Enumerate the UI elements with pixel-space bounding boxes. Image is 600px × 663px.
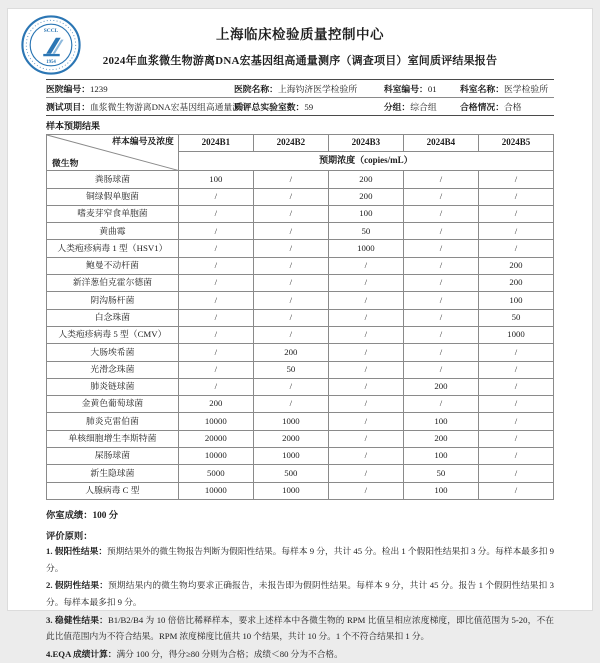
concentration-cell: / <box>178 378 253 395</box>
organism-name-cell: 白念珠菌 <box>47 309 179 326</box>
concentration-cell: / <box>328 344 403 361</box>
organism-name-cell: 鲍曼不动杆菌 <box>47 257 179 274</box>
organism-name-cell: 肺炎链球菌 <box>47 378 179 395</box>
concentration-cell: / <box>403 171 478 188</box>
info-row-1 <box>46 80 554 97</box>
concentration-cell: / <box>328 257 403 274</box>
concentration-cell: / <box>478 413 553 430</box>
org-title: 上海临床检验质量控制中心 <box>216 27 384 42</box>
organism-name-cell: 人类疱疹病毒 1 型（HSV1） <box>47 240 179 257</box>
criteria-item <box>46 577 554 610</box>
criteria-item <box>46 646 554 663</box>
report-title: 2024年血浆微生物游离DNA宏基因组高通量测序（调查项目）室间质评结果报告 <box>102 55 498 67</box>
concentration-cell: 200 <box>328 188 403 205</box>
concentration-cell: / <box>478 188 553 205</box>
concentration-cell: / <box>478 361 553 378</box>
concentration-cell: / <box>178 223 253 240</box>
concentration-cell: 1000 <box>328 240 403 257</box>
criteria-title: 评价原则： <box>46 531 93 542</box>
concentration-cell: 100 <box>328 205 403 222</box>
info-field-label: 质评总实验室数： <box>233 102 305 112</box>
concentration-cell: / <box>253 240 328 257</box>
concentration-cell: / <box>253 326 328 343</box>
expected-results-table <box>46 134 554 500</box>
concentration-cell: / <box>178 292 253 309</box>
concentration-cell: / <box>328 292 403 309</box>
expected-concentration-header: 预期浓度（copies/mL） <box>178 152 553 171</box>
table-row <box>47 344 554 361</box>
title-block <box>43 9 554 68</box>
concentration-cell: / <box>253 396 328 413</box>
concentration-cell: 50 <box>253 361 328 378</box>
info-field-value: 综合组 <box>410 102 437 112</box>
criteria-item-text: 预期结果外的微生物报告判断为假阳性结果。每样本 9 分，共计 45 分。检出 1 个假阳性结果扣 3 分。每样本最多扣 9 分。 <box>46 545 555 573</box>
concentration-cell: / <box>178 309 253 326</box>
concentration-cell: / <box>253 378 328 395</box>
organism-name-cell: 人类疱疹病毒 5 型（CMV） <box>47 326 179 343</box>
concentration-cell: 2000 <box>253 430 328 447</box>
organism-name-cell: 阴沟肠杆菌 <box>47 292 179 309</box>
concentration-cell: 5000 <box>178 465 253 482</box>
report-header <box>43 9 554 79</box>
concentration-cell: / <box>328 430 403 447</box>
table-row <box>47 361 554 378</box>
score-label: 你室成绩： <box>46 510 93 521</box>
column-header-2024B2: 2024B2 <box>253 135 328 152</box>
info-field-label: 医院名称： <box>233 84 278 94</box>
table-row <box>47 482 554 499</box>
info-table <box>46 79 554 116</box>
concentration-cell: / <box>478 223 553 240</box>
concentration-cell: / <box>328 396 403 413</box>
organism-name-cell: 粪肠球菌 <box>47 171 179 188</box>
concentration-cell: / <box>403 188 478 205</box>
info-field-value: 01 <box>427 84 437 94</box>
concentration-cell: / <box>403 205 478 222</box>
concentration-cell: 100 <box>403 448 478 465</box>
concentration-cell: 200 <box>178 396 253 413</box>
concentration-cell: / <box>403 309 478 326</box>
concentration-cell: 100 <box>178 171 253 188</box>
concentration-cell: 100 <box>478 292 553 309</box>
concentration-cell: / <box>328 482 403 499</box>
table-row <box>47 378 554 395</box>
info-field-value: 上海钧济医学检验所 <box>277 84 358 94</box>
info-field-label: 医院编号： <box>46 84 90 94</box>
concentration-cell: / <box>178 344 253 361</box>
organism-name-cell: 铜绿假单胞菌 <box>47 188 179 205</box>
organism-name-cell: 黄曲霉 <box>47 223 179 240</box>
svg-text:SCCL: SCCL <box>43 27 59 34</box>
concentration-cell: / <box>403 223 478 240</box>
concentration-cell: 20000 <box>178 430 253 447</box>
column-header-2024B1: 2024B1 <box>178 135 253 152</box>
concentration-cell: 200 <box>403 378 478 395</box>
concentration-cell: / <box>478 344 553 361</box>
organism-name-cell: 新生隐球菌 <box>47 465 179 482</box>
concentration-cell: / <box>328 361 403 378</box>
concentration-cell: 1000 <box>253 482 328 499</box>
concentration-cell: / <box>178 205 253 222</box>
concentration-cell: 200 <box>328 171 403 188</box>
info-row-2 <box>46 97 554 115</box>
concentration-cell: / <box>478 465 553 482</box>
concentration-cell: / <box>328 275 403 292</box>
concentration-cell: / <box>478 396 553 413</box>
table-row <box>47 292 554 309</box>
concentration-cell: 1000 <box>253 413 328 430</box>
concentration-cell: / <box>253 275 328 292</box>
table-row <box>47 240 554 257</box>
organism-name-cell: 光滑念珠菌 <box>47 361 179 378</box>
criteria-item-lead: 4.EQA 成绩计算： <box>46 649 117 660</box>
score-value: 100 分 <box>92 510 119 521</box>
concentration-cell: 50 <box>478 309 553 326</box>
info-field <box>460 82 554 95</box>
table-row <box>47 275 554 292</box>
concentration-cell: / <box>253 257 328 274</box>
concentration-cell: 200 <box>253 344 328 361</box>
criteria-item-lead: 1. 假阳性结果： <box>46 545 108 556</box>
concentration-cell: / <box>403 257 478 274</box>
concentration-cell: / <box>178 188 253 205</box>
column-header-2024B3: 2024B3 <box>328 135 403 152</box>
info-field <box>46 100 250 113</box>
organism-name-cell: 肺炎克雷伯菌 <box>47 413 179 430</box>
concentration-cell: / <box>403 396 478 413</box>
concentration-cell: / <box>478 430 553 447</box>
info-field <box>234 100 384 113</box>
concentration-cell: / <box>403 361 478 378</box>
criteria-item-lead: 2. 假阴性结果： <box>46 580 109 591</box>
organism-name-cell: 单核细胞增生李斯特菌 <box>47 430 179 447</box>
concentration-cell: 100 <box>403 482 478 499</box>
corner-label-microbe: 微生物 <box>52 157 79 168</box>
report-page <box>7 8 593 660</box>
concentration-cell: 200 <box>478 257 553 274</box>
svg-text:1954: 1954 <box>46 59 56 65</box>
concentration-cell: / <box>478 448 553 465</box>
info-field-label: 测试项目： <box>46 102 90 112</box>
concentration-cell: / <box>328 326 403 343</box>
table-row <box>47 448 554 465</box>
concentration-cell: / <box>478 240 553 257</box>
criteria-item <box>46 543 554 576</box>
concentration-cell: / <box>403 240 478 257</box>
info-field-value: 59 <box>304 102 314 112</box>
concentration-cell: / <box>178 240 253 257</box>
concentration-cell: / <box>403 344 478 361</box>
concentration-cell: 10000 <box>178 482 253 499</box>
concentration-cell: / <box>253 205 328 222</box>
table-row <box>47 309 554 326</box>
concentration-cell: / <box>178 257 253 274</box>
score-line <box>46 507 554 521</box>
concentration-cell: / <box>403 292 478 309</box>
criteria-item-lead: 3. 稳健性结果： <box>46 614 108 625</box>
criteria-list <box>46 543 554 663</box>
concentration-cell: / <box>403 326 478 343</box>
concentration-cell: 50 <box>403 465 478 482</box>
concentration-cell: / <box>328 413 403 430</box>
concentration-cell: 50 <box>328 223 403 240</box>
table-row <box>47 257 554 274</box>
info-field-label: 科室编号： <box>383 84 428 94</box>
corner-label-samples: 样本编号及浓度 <box>112 136 174 146</box>
concentration-cell: / <box>328 448 403 465</box>
table-row <box>47 430 554 447</box>
info-field <box>460 100 554 113</box>
concentration-cell: / <box>178 361 253 378</box>
sccl-logo-icon <box>20 14 82 76</box>
concentration-cell: / <box>478 171 553 188</box>
criteria-item-text: 预期结果内的微生物均要求正确报告，未报告即为假阴性结果。每样本 9 分，共计 45 分。报告 1 个假阴性结果扣 3 分。每样本最多扣 9 分。 <box>46 580 555 608</box>
info-field-value: 合格 <box>504 102 522 112</box>
info-field-label: 合格情况： <box>460 102 504 112</box>
info-field-label: 分组： <box>383 102 411 112</box>
concentration-cell: / <box>328 465 403 482</box>
concentration-cell: / <box>403 275 478 292</box>
info-field <box>46 82 234 95</box>
table-row <box>47 205 554 222</box>
info-field-value: 医学检验所 <box>504 84 548 94</box>
organism-name-cell: 新洋葱伯克霍尔德菌 <box>47 275 179 292</box>
table-row <box>47 413 554 430</box>
concentration-cell: / <box>253 188 328 205</box>
sample-header-row <box>47 135 554 152</box>
column-header-2024B4: 2024B4 <box>403 135 478 152</box>
concentration-cell: / <box>478 378 553 395</box>
concentration-cell: / <box>253 171 328 188</box>
info-field <box>234 82 384 95</box>
table-row <box>47 188 554 205</box>
concentration-cell: 200 <box>478 275 553 292</box>
concentration-cell: 100 <box>403 413 478 430</box>
concentration-cell: 1000 <box>478 326 553 343</box>
info-field <box>384 82 460 95</box>
concentration-cell: / <box>253 223 328 240</box>
concentration-cell: / <box>178 275 253 292</box>
organism-name-cell: 屎肠球菌 <box>47 448 179 465</box>
concentration-cell: / <box>328 378 403 395</box>
table-row <box>47 396 554 413</box>
concentration-cell: 200 <box>403 430 478 447</box>
concentration-cell: 10000 <box>178 448 253 465</box>
table-row <box>47 223 554 240</box>
organism-name-cell: 嗜麦芽窄食单胞菌 <box>47 205 179 222</box>
criteria-item-text: B1/B2/B4 为 10 倍倍比稀释样本，要求上述样本中各微生物的 RPM 比值呈相应浓度梯度，即比值范围为 5-20，不在此比值范围内为不符合结果。RPM 浓度梯度比值共 10 个结果，共计 10 分。1 个不符合结果扣 1 分。 <box>46 614 554 642</box>
info-field-value: 1239 <box>90 84 108 94</box>
concentration-cell: / <box>328 309 403 326</box>
corner-cell <box>47 135 179 171</box>
concentration-cell: 1000 <box>253 448 328 465</box>
section-title: 样本预期结果 <box>46 121 101 131</box>
info-field-value: 血浆微生物游离DNA宏基因组高通量测序 <box>90 102 250 112</box>
organism-name-cell: 金黄色葡萄球菌 <box>47 396 179 413</box>
info-field <box>384 100 460 113</box>
concentration-cell: / <box>253 309 328 326</box>
criteria-item-text: 满分 100 分，得分≥80 分则为合格；成绩＜80 分为不合格。 <box>116 649 343 660</box>
concentration-cell: 500 <box>253 465 328 482</box>
concentration-cell: / <box>178 326 253 343</box>
concentration-cell: 10000 <box>178 413 253 430</box>
concentration-cell: / <box>478 482 553 499</box>
organism-name-cell: 大肠埃希菌 <box>47 344 179 361</box>
table-row <box>47 326 554 343</box>
column-header-2024B5: 2024B5 <box>478 135 553 152</box>
concentration-cell: / <box>253 292 328 309</box>
organism-name-cell: 人腺病毒 C 型 <box>47 482 179 499</box>
info-field-label: 科室名称： <box>460 84 504 94</box>
criteria-item <box>46 612 554 645</box>
table-row <box>47 171 554 188</box>
table-row <box>47 465 554 482</box>
concentration-cell: / <box>478 205 553 222</box>
